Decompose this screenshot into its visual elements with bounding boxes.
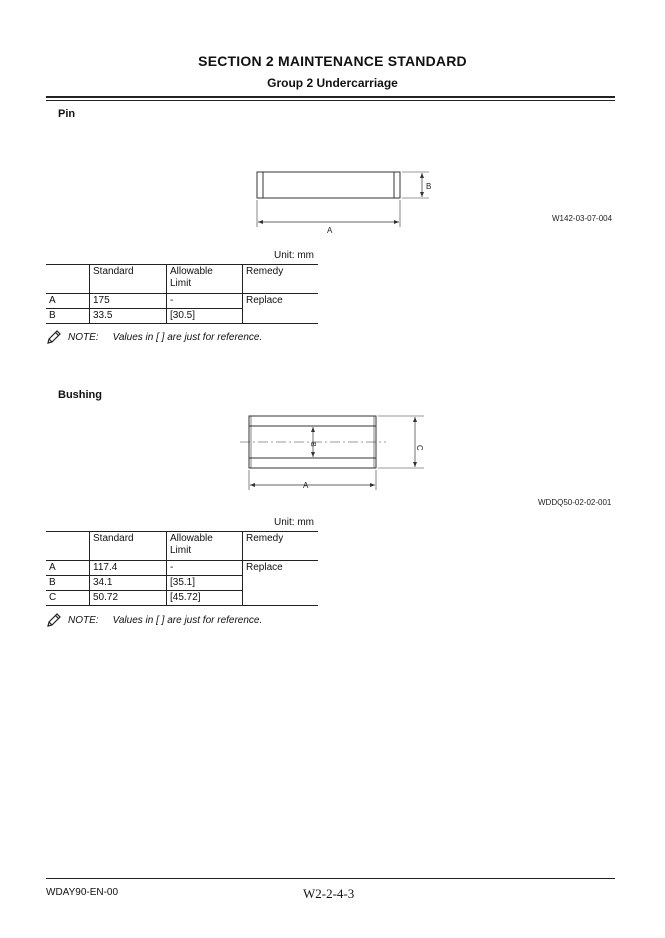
table-cell: C (49, 592, 57, 603)
table-cell: 33.5 (90, 309, 167, 324)
header-rule (46, 96, 615, 98)
pin-heading: Pin (58, 108, 76, 120)
bushing-dim-c-label: C (415, 445, 424, 451)
table-row (46, 576, 318, 591)
table-cell: Replace (243, 294, 319, 309)
page-number: W2-2-4-3 (303, 886, 355, 901)
pencil-icon (46, 330, 62, 344)
table-header-cell (46, 265, 90, 294)
table-header-cell: Allowable Limit (167, 265, 243, 294)
table-cell: 117.4 (90, 561, 167, 576)
note-text: Values in [ ] are just for reference. (112, 614, 263, 626)
section-title: SECTION 2 MAINTENANCE STANDARD (198, 53, 467, 69)
table-cell (243, 591, 319, 606)
bushing-spec-table (46, 531, 318, 606)
table-cell: [30.5] (167, 309, 243, 324)
bushing-heading: Bushing (58, 389, 102, 401)
table-header-cell (46, 532, 90, 561)
table-cell: [35.1] (167, 576, 243, 591)
pin-dim-b-label: B (426, 182, 432, 191)
table-cell: A (46, 294, 90, 309)
table-header-cell: Standard (90, 532, 167, 561)
table-cell (243, 309, 319, 324)
table-row (46, 309, 318, 324)
table-cell: 175 (90, 294, 167, 309)
table-cell: - (167, 294, 243, 309)
pin-body (257, 172, 400, 198)
note-label: NOTE: (68, 614, 99, 626)
table-header-cell: Allowable Limit (167, 532, 243, 561)
table-cell: - (167, 561, 243, 576)
table-cell (243, 576, 319, 591)
table-cell: [45.72] (167, 591, 243, 606)
pin-diagram (245, 165, 445, 237)
group-title: Group 2 Undercarriage (267, 76, 398, 90)
note-text: Values in [ ] are just for reference. (112, 331, 263, 343)
bushing-dim-a-label: A (303, 481, 309, 490)
bushing-dim-b-label: B (309, 442, 316, 447)
table-header-cell: Remedy (243, 265, 319, 294)
pin-spec-table (46, 264, 318, 324)
pin-note (46, 330, 262, 344)
table-cell: 34.1 (90, 576, 167, 591)
table-cell: B (49, 310, 56, 321)
table-header-cell: Remedy (243, 532, 319, 561)
table-cell: 50.72 (90, 591, 167, 606)
table-row (46, 294, 318, 309)
footer-rule (46, 878, 615, 879)
table-header-row (46, 532, 318, 561)
pin-dim-a-label: A (327, 226, 333, 235)
table-header-row (46, 265, 318, 294)
document-code: WDAY90-EN-00 (46, 887, 119, 898)
pin-unit: Unit: mm (274, 250, 314, 261)
table-row (46, 561, 318, 576)
header-rule-thin (46, 100, 615, 101)
table-cell: B (46, 576, 90, 591)
bushing-figure-code: WDDQ50-02-02-001 (538, 498, 612, 507)
table-row (46, 591, 318, 606)
bushing-diagram (238, 410, 428, 492)
pin-figure-code: W142-03-07-004 (552, 214, 613, 223)
table-header-cell: Standard (90, 265, 167, 294)
note-label: NOTE: (68, 331, 99, 343)
bushing-note (46, 613, 262, 627)
table-cell: Replace (243, 561, 319, 576)
bushing-unit: Unit: mm (274, 517, 314, 528)
table-cell: A (46, 561, 90, 576)
pencil-icon (46, 613, 62, 627)
